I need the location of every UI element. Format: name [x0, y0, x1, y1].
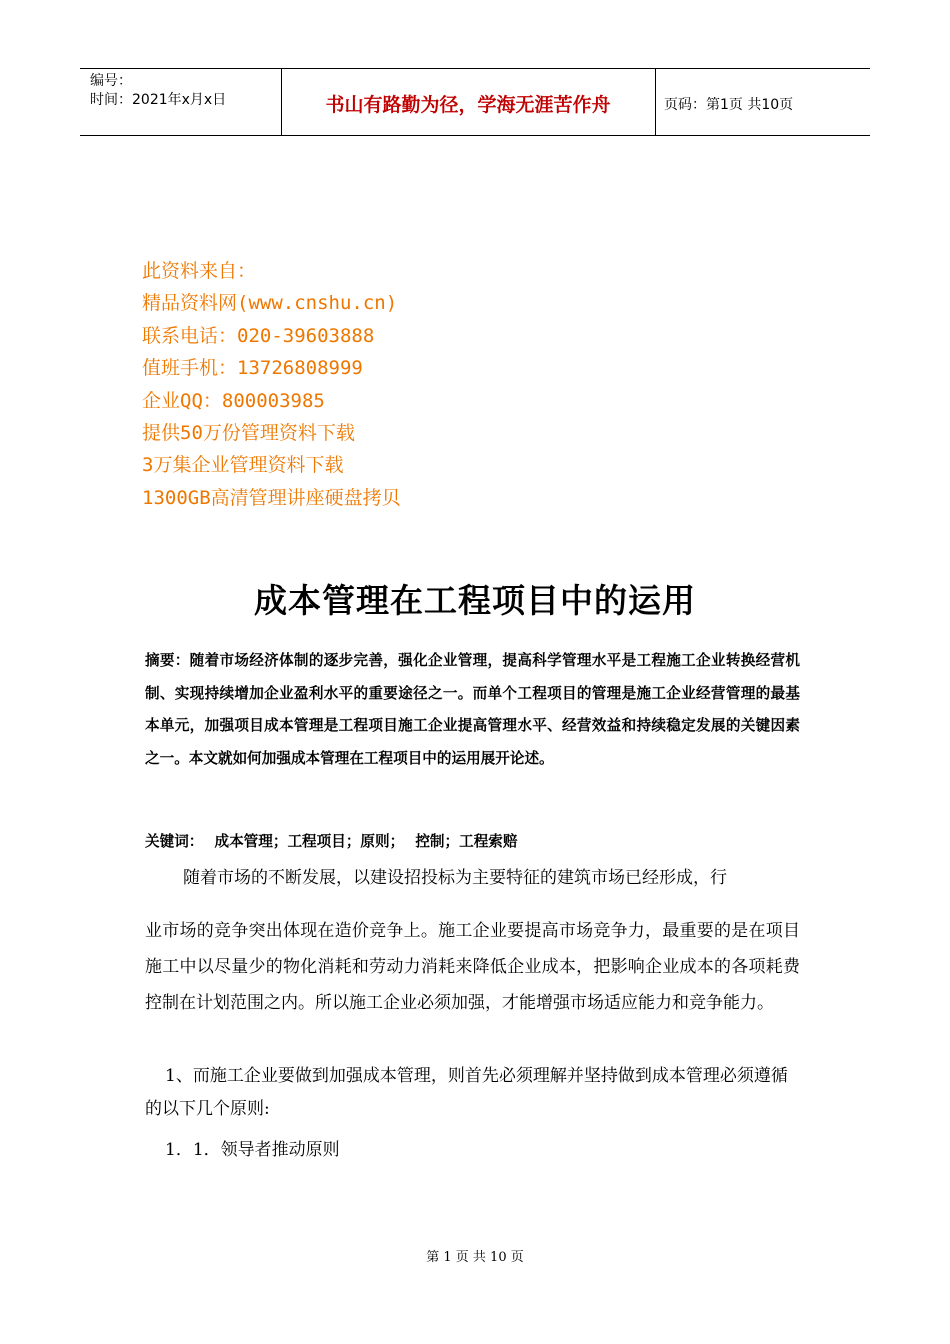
keywords-label: 关键词： — [145, 833, 204, 850]
body-paragraph-2: 业市场的竞争突出体现在造价竞争上。施工企业要提高市场竞争力，最重要的是在项目施工中以尽量少的物化消耗和劳动力消耗来降低企业成本，把影响企业成本的各项耗费控制在计划范围之内。所以施工企业必须加强，才能增强市场适应能力和竞争能力。 — [145, 921, 800, 1013]
keywords-list: 成本管理；工程项目；原则； — [214, 833, 405, 850]
document-title: 成本管理在工程项目中的运用 — [254, 581, 696, 620]
header-meta — [90, 72, 226, 110]
source-info-block — [142, 255, 401, 514]
source-line: 企业QQ：800003985 — [142, 389, 325, 412]
header-bottom-rule — [80, 135, 870, 136]
keywords — [145, 827, 523, 857]
section-heading-1-1: 1．1．领导者推动原则 — [165, 1140, 340, 1160]
body-paragraph-1: 随着市场的不断发展，以建设招投标为主要特征的建筑市场已经形成，行 — [183, 868, 727, 888]
document-number-label: 编号： — [90, 73, 132, 89]
source-line: 值班手机：13726808999 — [142, 357, 363, 380]
abstract: 摘要：随着市场经济体制的逐步完善，强化企业管理，提高科学管理水平是工程施工企业转换经营机制、实现持续增加企业盈利水平的重要途径之一。而单个工程项目的管理是施工企业经营管理的最基本单元，加强项目成本管理是工程项目施工企业提高管理水平、经营效益和持续稳定发展的关键因素之一。本文就如何加强成本管理在工程项目中的运用展开论述。 — [145, 652, 800, 767]
page-footer: 第 1 页 共 10 页 — [426, 1250, 524, 1265]
keywords-list-2: 控制；工程索赔 — [415, 833, 518, 850]
source-line: 1300GB高清管理讲座硬盘拷贝 — [142, 486, 401, 509]
source-line: 此资料来自： — [142, 260, 257, 282]
header-top-rule — [80, 68, 870, 69]
source-line: 精品资料网(www.cnshu.cn) — [142, 292, 398, 315]
header-divider-2 — [655, 68, 656, 136]
source-line: 3万集企业管理资料下载 — [142, 454, 344, 477]
document-date: 时间：2021年x月x日 — [90, 92, 227, 108]
header-page-info: 页码：第1页 共10页 — [664, 97, 794, 113]
body-paragraph-3: 1、而施工企业要做到加强成本管理，则首先必须理解并坚持做到成本管理必须遵循的以下几个原则: — [145, 1066, 788, 1119]
source-line: 联系电话：020-39603888 — [142, 324, 375, 347]
header-motto: 书山有路勤为径，学海无涯苦作舟 — [325, 94, 611, 116]
source-line: 提供50万份管理资料下载 — [142, 422, 355, 445]
